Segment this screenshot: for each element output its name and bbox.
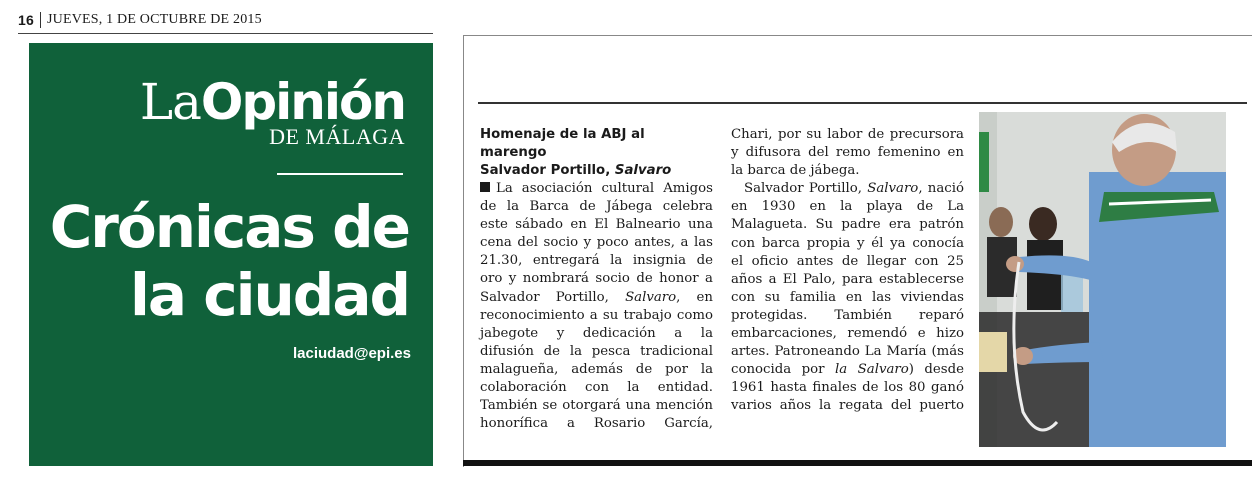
article-headline bbox=[480, 126, 713, 180]
section-title bbox=[50, 193, 409, 329]
folio-rule bbox=[18, 33, 433, 34]
p1-nickname: Salvaro bbox=[625, 289, 677, 305]
headline-line1: Homenaje de la ABJ al marengo bbox=[480, 127, 645, 160]
article-photo bbox=[979, 112, 1226, 447]
section-header-panel bbox=[29, 43, 433, 466]
p2-text-a: Salvador Portillo, bbox=[744, 181, 868, 197]
bullet-square-icon bbox=[480, 182, 490, 192]
logo-la: La bbox=[139, 73, 201, 131]
page-number: 16 bbox=[18, 12, 34, 28]
logo-rule bbox=[277, 173, 403, 175]
headline-line2 bbox=[480, 162, 713, 180]
newspaper-logo bbox=[140, 75, 405, 147]
p2-text-e: ) desde 1961 hasta finales de los 80 ganó varios años la regata del puerto bbox=[731, 362, 964, 414]
headline-name: Salvador Portillo, bbox=[480, 163, 615, 178]
article-body bbox=[480, 126, 964, 444]
p1-text-a: La asociación cultural Amigos de la Barca de Jábega celebra este sábado en El Balneario una cena del socio y poco antes, a las 21.30, entregará la insignia de oro y nombrará socio de honor a Salvador Portillo, bbox=[480, 181, 713, 305]
photo-illustration bbox=[979, 112, 1226, 447]
section-title-line1: Crónicas de bbox=[49, 193, 409, 261]
headline-nickname: Salvaro bbox=[614, 163, 672, 178]
folio-divider bbox=[40, 12, 41, 28]
issue-date: JUEVES, 1 DE OCTUBRE DE 2015 bbox=[46, 12, 262, 27]
logo-opinion: Opinión bbox=[200, 73, 405, 131]
logo-subtitle: DE MÁLAGA bbox=[269, 124, 405, 149]
p2-nickname: Salvaro bbox=[867, 181, 919, 197]
page-folio bbox=[18, 10, 262, 30]
section-email: laciudad@epi.es bbox=[292, 345, 411, 362]
p1-text-c: , en reconocimiento a su trabajo como jabegote y dedicación a la difusión de la pesca tradicional malagueña, además de por la colaboración con la entidad. También se otorgará una mención honorífica a Rosario García, Chari, por su labor de precursora y difusora del remo femenino en la barca de jábega. bbox=[480, 127, 964, 432]
page-bottom-rule bbox=[463, 460, 1252, 466]
p2-boat-name: la Salvaro bbox=[835, 362, 909, 378]
article-top-rule bbox=[478, 102, 1247, 104]
logo-wordmark bbox=[140, 75, 405, 129]
p2-text-c: , nació en 1930 en la playa de La Malagueta. Su padre era patrón con barca propia y él ya conocía el oficio antes de llegar con 25 años a El Palo, para establecerse con su familia en las viviendas protegidas. También reparó embarcaciones, remendó e hizo artes. Patroneando La María (más conocida por bbox=[731, 181, 964, 378]
section-title-line2: la ciudad bbox=[130, 261, 409, 329]
